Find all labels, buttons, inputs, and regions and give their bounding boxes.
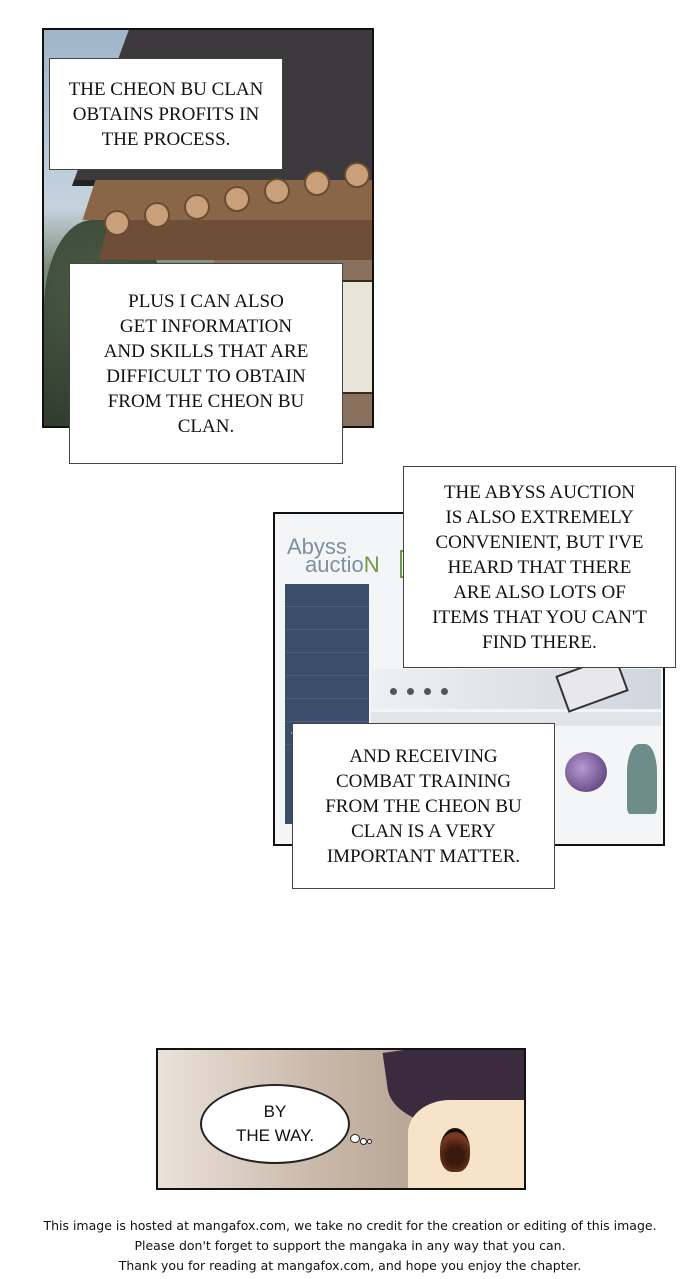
carousel-dot [441, 688, 448, 695]
rafter-end [344, 162, 370, 188]
speech-bubble [200, 1084, 350, 1164]
footer-line: This image is hosted at mangafox.com, we take no credit for the creation or editing of this image. [43, 1218, 657, 1233]
sidebar-item [285, 699, 369, 722]
character-panel [156, 1048, 526, 1190]
caption-text: THE CHEON BU CLAN OBTAINS PROFITS IN THE PROCESS. [68, 78, 264, 150]
sidebar-item [285, 607, 369, 630]
speech-text: BY THE WAY. [235, 1102, 315, 1145]
caption-text: AND RECEIVING COMBAT TRAINING FROM THE CHEON BU CLAN IS A VERY IMPORTANT MATTER. [325, 745, 522, 867]
carousel-dot [424, 688, 431, 695]
footer-line: Please don't forget to support the mangaka in any way that you can. [134, 1238, 566, 1253]
roof-beam [99, 220, 374, 260]
rafter-end [144, 202, 170, 228]
bubble-tail-dot [360, 1138, 367, 1145]
abyss-logo-line1: Abyss [287, 534, 347, 559]
footer-notice [0, 1216, 700, 1276]
potion-item-image [565, 752, 607, 792]
carousel-dot [390, 688, 397, 695]
character-eye [440, 1128, 470, 1172]
rafter-end [224, 186, 250, 212]
caption-box [403, 466, 676, 668]
footer-line: Thank you for reading at mangafox.com, and hope you enjoy the chapter. [118, 1258, 582, 1273]
abyss-logo-line2: auctioN [305, 552, 380, 577]
rafter-end [104, 210, 130, 236]
sidebar-item [285, 584, 369, 607]
caption-text: PLUS I CAN ALSO GET INFORMATION AND SKILLS THAT ARE DIFFICULT TO OBTAIN FROM THE CHEON BU CLAN. [103, 290, 309, 437]
bubble-tail-dot [350, 1134, 360, 1143]
figure-item-image [627, 744, 657, 814]
caption-box [49, 58, 283, 170]
caption-box [292, 723, 555, 889]
sidebar-item [285, 630, 369, 653]
rafter-end [184, 194, 210, 220]
sidebar-item [285, 676, 369, 699]
sidebar-item [285, 653, 369, 676]
caption-box [69, 263, 343, 464]
rafter-end [304, 170, 330, 196]
caption-text: THE ABYSS AUCTION IS ALSO EXTREMELY CONVENIENT, BUT I'VE HEARD THAT THERE ARE ALSO LOTS OF ITEMS THAT YOU CAN'T FIND THERE. [432, 481, 647, 653]
carousel-dot [407, 688, 414, 695]
bubble-tail-dot [367, 1139, 372, 1144]
rafter-end [264, 178, 290, 204]
